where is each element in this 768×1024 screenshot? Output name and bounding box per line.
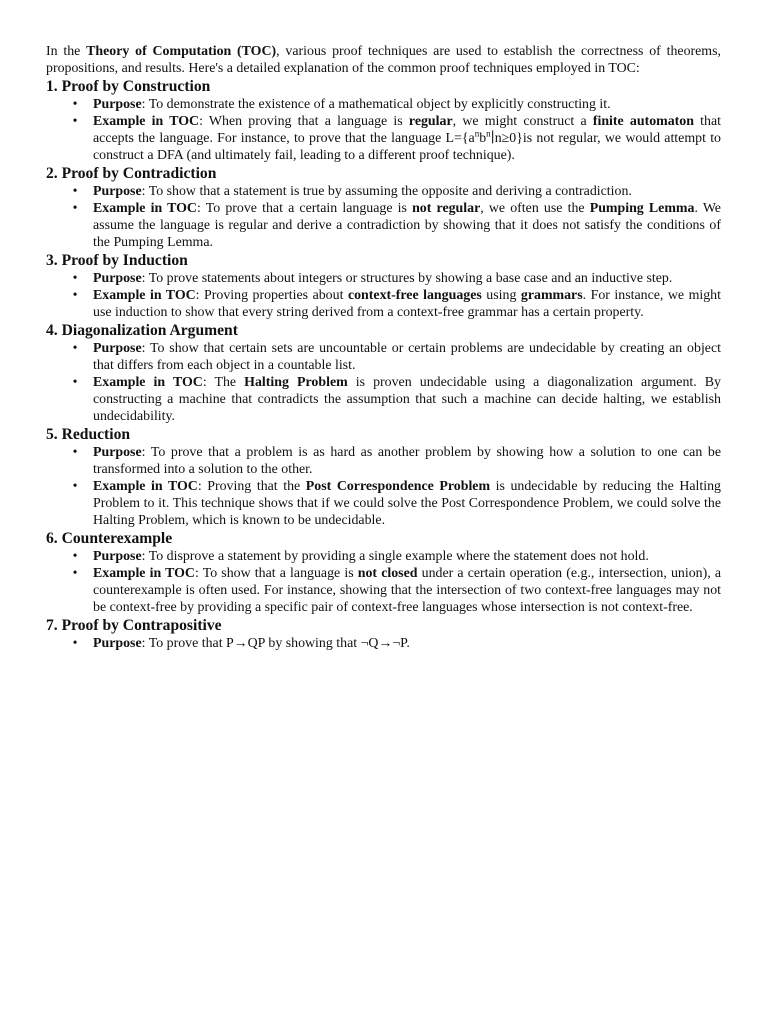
intro-text: In the	[46, 44, 87, 59]
example-text: , we often use the	[480, 201, 590, 216]
purpose-label: Purpose	[93, 445, 142, 460]
example-text: . For instance, we might use induction to show that every string derived from a context-free grammar has a certain property.	[93, 288, 721, 320]
example-label: Example in TOC	[93, 479, 198, 494]
list-item-purpose	[46, 340, 721, 374]
section-list-diagonalization	[46, 340, 721, 425]
document-body	[46, 43, 721, 652]
example-text: that accepts the language. For instance, to prove that the language L={a	[93, 114, 722, 146]
example-term: not closed	[357, 566, 418, 581]
list-item-purpose	[46, 270, 721, 287]
example-text: : When proving that a language is	[199, 114, 409, 129]
list-item-purpose	[46, 444, 721, 478]
purpose-label: Purpose	[93, 184, 142, 199]
example-term: Post Correspondence Problem	[305, 479, 491, 494]
purpose-text: : To prove that P→QP by showing that ¬Q→¬P.	[141, 636, 410, 651]
bullet-icon: •	[72, 479, 78, 494]
bullet-icon: •	[72, 271, 78, 286]
purpose-label: Purpose	[93, 341, 142, 356]
example-text: under a certain operation (e.g., intersection, union), a counterexample is often used. For instance, showing that the intersection of two context-free languages may not be context-free by providing a specific pair of context-free languages whose intersection is not context-free.	[93, 566, 721, 615]
example-label: Example in TOC	[93, 201, 197, 216]
example-text: is proven undecidable using a diagonalization argument. By constructing a machine that contradicts the assumption that such a machine can decide halting, we establish undecidability.	[93, 375, 722, 424]
example-text: : To show that a language is	[194, 566, 358, 581]
section-heading-construction: 1. Proof by Construction	[46, 78, 211, 95]
purpose-label: Purpose	[93, 636, 142, 651]
list-item-purpose	[46, 635, 721, 652]
purpose-text: : To demonstrate the existence of a mathematical object by explicitly constructing it.	[141, 97, 611, 112]
superscript: n	[474, 128, 480, 139]
example-term: Pumping Lemma	[589, 201, 695, 216]
example-label: Example in TOC	[93, 114, 200, 129]
bullet-icon: •	[72, 201, 78, 216]
bullet-icon: •	[72, 636, 78, 651]
section-heading-reduction: 5. Reduction	[46, 426, 131, 443]
bullet-icon: •	[72, 566, 78, 581]
example-term: grammars	[520, 288, 583, 303]
list-item-example	[46, 113, 721, 164]
list-item-example	[46, 478, 721, 529]
list-item-purpose	[46, 183, 721, 200]
example-text: . We assume the language is regular and derive a contradiction by showing that it does not satisfy the conditions of the Pumping Lemma.	[93, 201, 721, 250]
example-term: not regular	[412, 201, 481, 216]
example-text: : The	[202, 375, 245, 390]
example-text: : Proving properties about	[195, 288, 348, 303]
section-list-induction	[46, 270, 721, 321]
purpose-text: : To prove statements about integers or structures by showing a base case and an inductive step.	[141, 271, 673, 286]
purpose-text: : To show that a statement is true by assuming the opposite and deriving a contradiction.	[141, 184, 632, 199]
section-list-contradiction	[46, 183, 721, 251]
section-list-construction	[46, 96, 721, 164]
bullet-icon: •	[72, 288, 78, 303]
example-label: Example in TOC	[93, 288, 196, 303]
example-text: b	[479, 131, 487, 146]
list-item-purpose	[46, 548, 721, 565]
section-heading-contrapositive: 7. Proof by Contrapositive	[46, 617, 222, 634]
intro-paragraph	[46, 43, 721, 77]
bullet-icon: •	[72, 97, 78, 112]
bullet-icon: •	[72, 445, 78, 460]
example-term: regular	[408, 114, 453, 129]
example-text: is undecidable by reducing the Halting Problem to it. This technique shows that if we could solve the Post Correspondence Problem, we could solve the Halting Problem, which is known to be undecidable.	[93, 479, 721, 528]
purpose-label: Purpose	[93, 271, 142, 286]
bullet-icon: •	[72, 549, 78, 564]
example-text: : To prove that a certain language is	[196, 201, 413, 216]
bullet-icon: •	[72, 375, 78, 390]
section-list-counterexample	[46, 548, 721, 616]
purpose-text: : To show that certain sets are uncountable or certain problems are undecidable by creating an object that differs from each object in a countable list.	[93, 341, 721, 373]
purpose-label: Purpose	[93, 549, 142, 564]
purpose-text: : To disprove a statement by providing a single example where the statement does not hold.	[141, 549, 649, 564]
example-text: using	[481, 288, 521, 303]
intro-text: , various proof techniques are used to establish the correctness of theorems, propositions, and results. Here's a detailed explanation of the common proof techniques employed in TOC:	[46, 44, 721, 76]
example-term: Halting Problem	[244, 375, 348, 390]
example-label: Example in TOC	[93, 566, 195, 581]
bullet-icon: •	[72, 184, 78, 199]
bullet-icon: •	[72, 114, 78, 129]
list-item-example	[46, 565, 721, 616]
example-text: ∣n≥0}is not regular, we would attempt to construct a DFA (and ultimately fail, leading to a different proof technique).	[93, 131, 721, 163]
purpose-label: Purpose	[93, 97, 142, 112]
list-item-example	[46, 287, 721, 321]
intro-term: Theory of Computation (TOC)	[86, 44, 277, 59]
superscript: n	[486, 128, 491, 139]
list-item-purpose	[46, 96, 721, 113]
bullet-icon: •	[72, 341, 78, 356]
section-heading-counterexample: 6. Counterexample	[46, 530, 173, 547]
section-heading-induction: 3. Proof by Induction	[46, 252, 188, 269]
purpose-text: : To prove that a problem is as hard as another problem by showing how a solution to one can be transformed into a solution to the other.	[93, 445, 721, 477]
example-term: finite automaton	[592, 114, 694, 129]
section-heading-contradiction: 2. Proof by Contradiction	[46, 165, 217, 182]
example-text: , we might construct a	[452, 114, 593, 129]
example-text: : Proving that the	[197, 479, 306, 494]
list-item-example	[46, 374, 721, 425]
list-item-example	[46, 200, 721, 251]
section-list-contrapositive	[46, 635, 721, 652]
example-term: context-free languages	[347, 288, 482, 303]
section-list-reduction	[46, 444, 721, 529]
example-label: Example in TOC	[93, 375, 203, 390]
section-heading-diagonalization: 4. Diagonalization Argument	[46, 322, 238, 339]
